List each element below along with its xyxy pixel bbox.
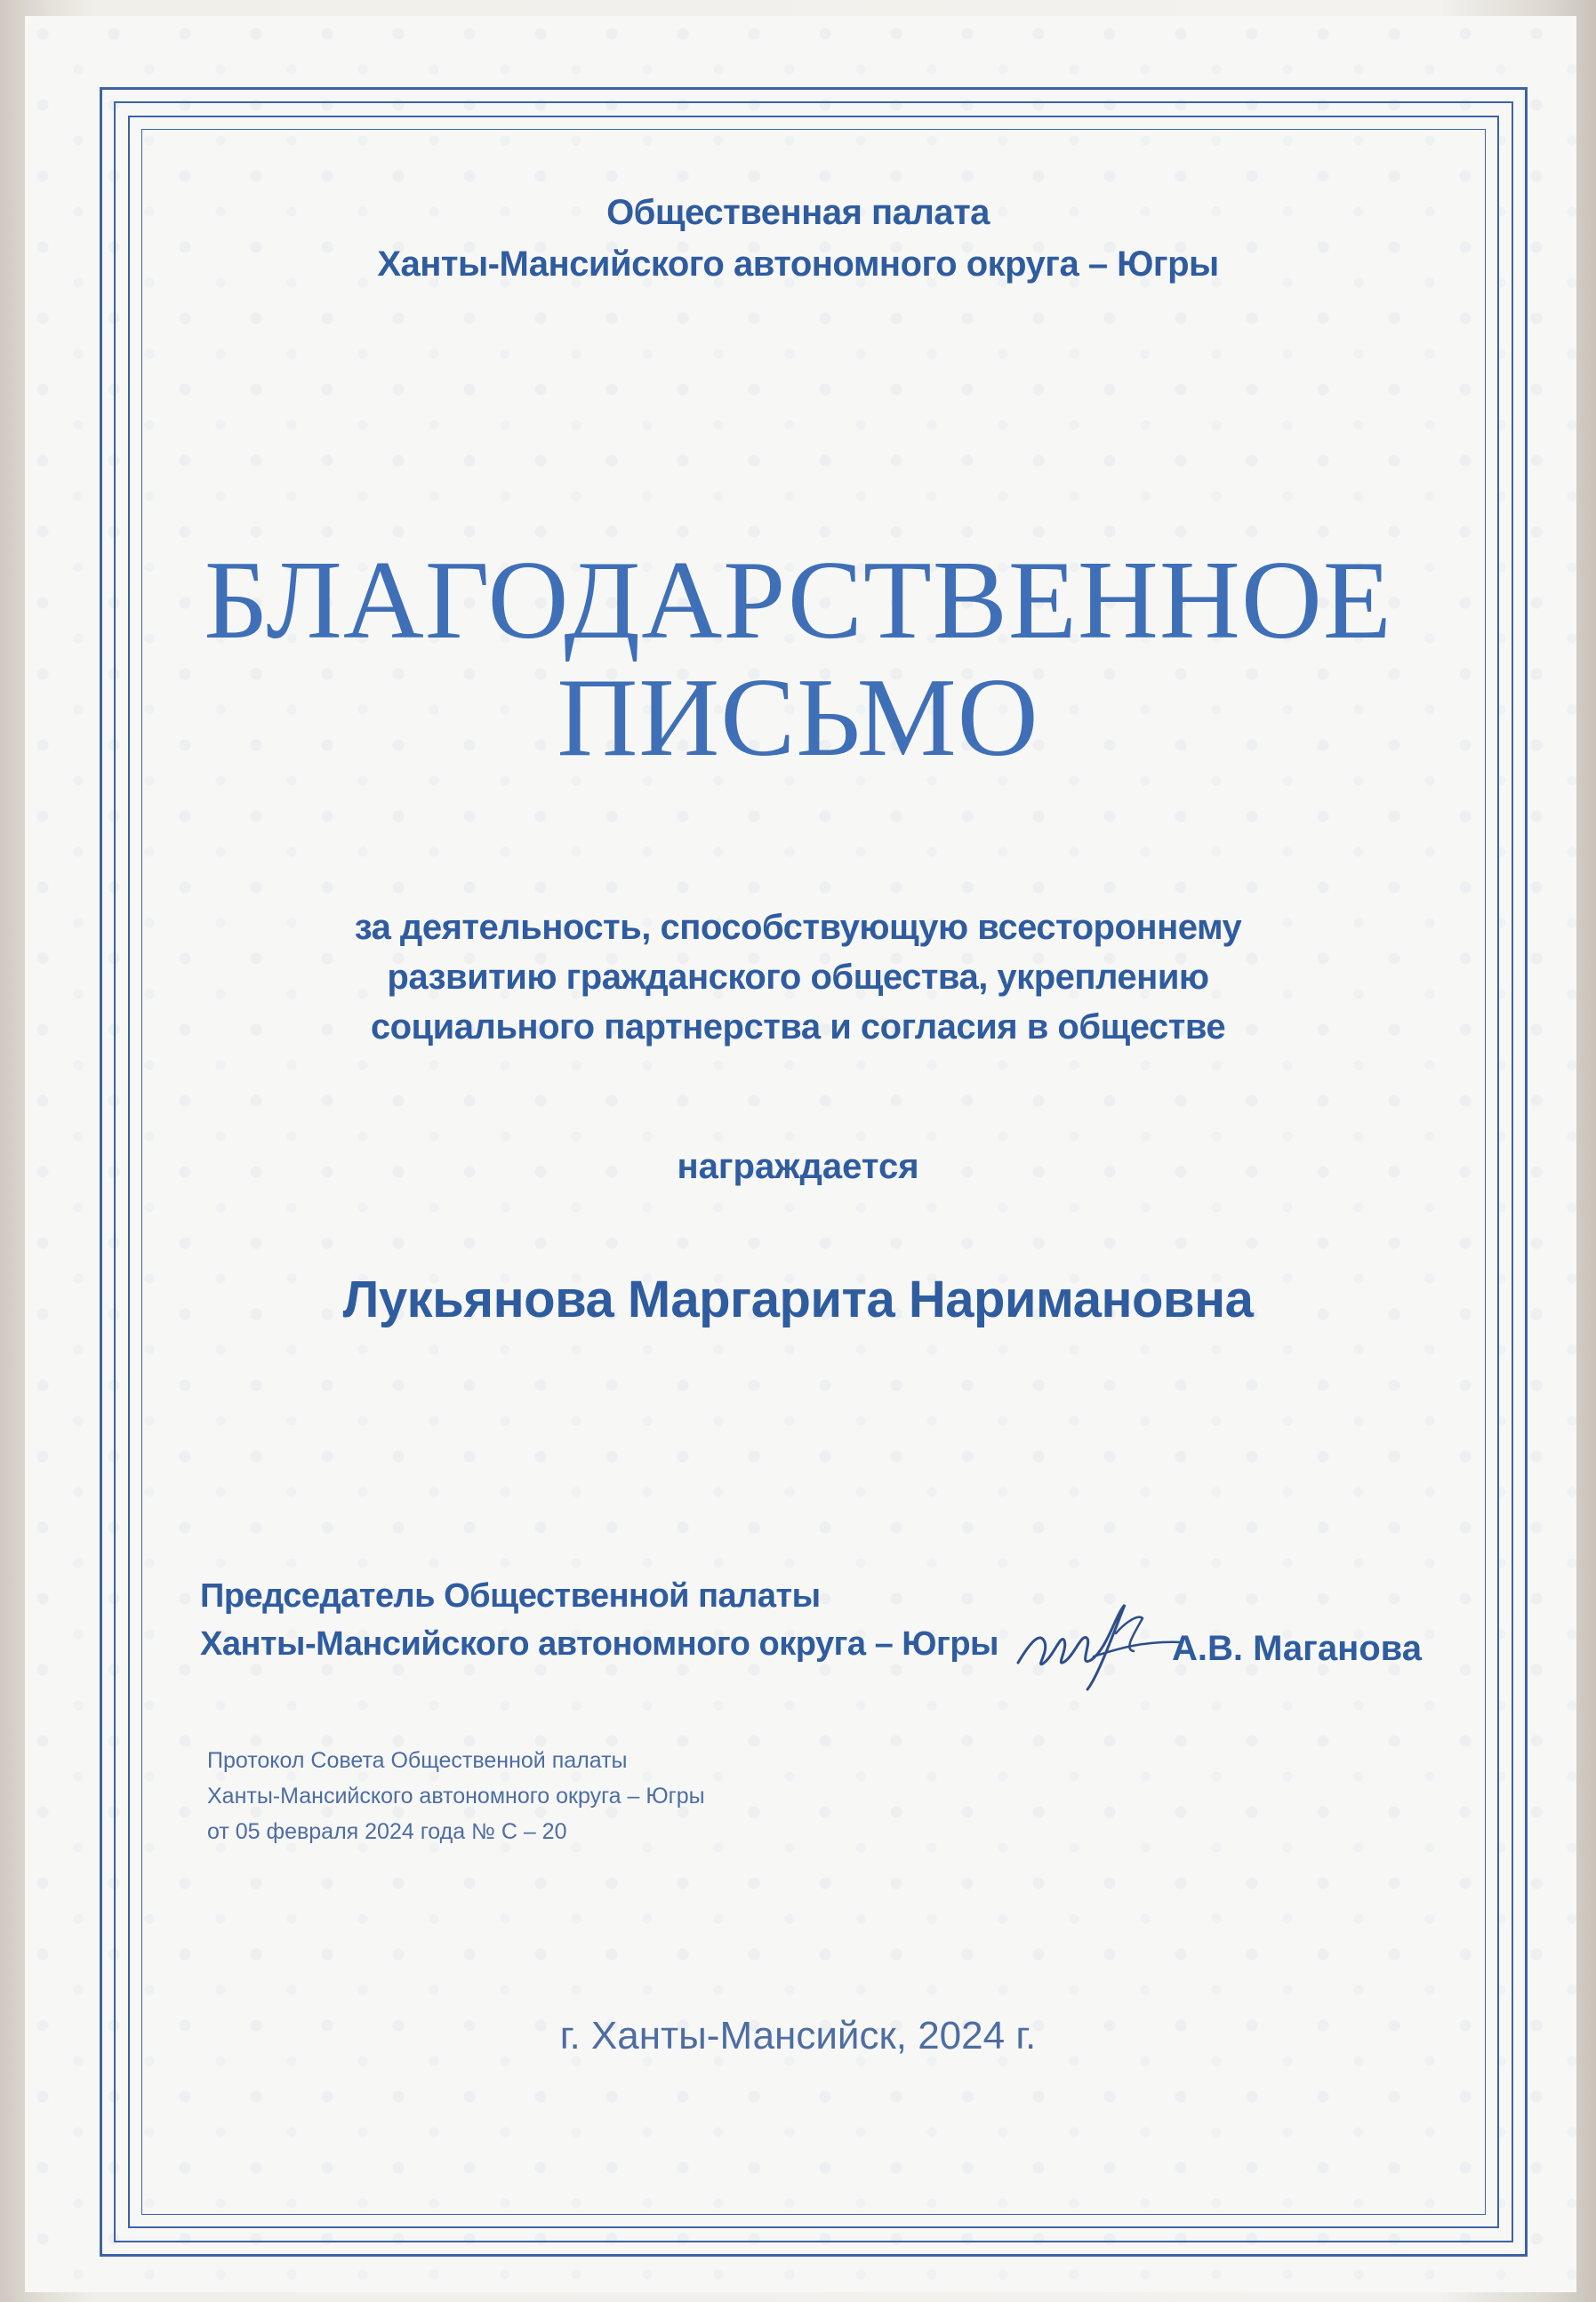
awarded-text: награждается [677,1147,919,1186]
reason-line-1: за деятельность, способствующую всестороннему [354,908,1242,947]
reason-line-3: социального партнерства и согласия в обществе [370,1007,1226,1047]
protocol-reference [207,1743,705,1849]
signatory-position-line-1: Председатель Общественной палаты [200,1577,821,1615]
title-line-1: БЛАГОДАРСТВЕННОЕ [204,539,1392,662]
protocol-line-1: Протокол Совета Общественной палаты [207,1748,628,1773]
issuer-name: Общественная палата [606,193,990,232]
signatory-name: А.В. Маганова [1172,1629,1422,1668]
issuer-header [0,187,1596,290]
protocol-line-3: от 05 февраля 2024 года № С – 20 [207,1819,567,1844]
title-line-2: ПИСЬМО [557,656,1039,780]
signatory-position [200,1572,999,1668]
handwritten-signature [1009,1578,1187,1703]
reason-line-2: развитию гражданского общества, укреплению [387,958,1209,997]
recipient-name: Лукьянова Маргарита Наримановна [342,1271,1254,1328]
protocol-line-2: Ханты-Мансийского автономного округа – Югры [207,1784,705,1809]
award-reason [0,902,1596,1052]
signatory-position-line-2: Ханты-Мансийского автономного округа – Югры [200,1625,999,1663]
place-and-year: г. Ханты-Мансийск, 2024 г. [559,2014,1037,2057]
issuer-region: Ханты-Мансийского автономного округа – Югры [377,245,1219,284]
document-title [0,539,1596,780]
